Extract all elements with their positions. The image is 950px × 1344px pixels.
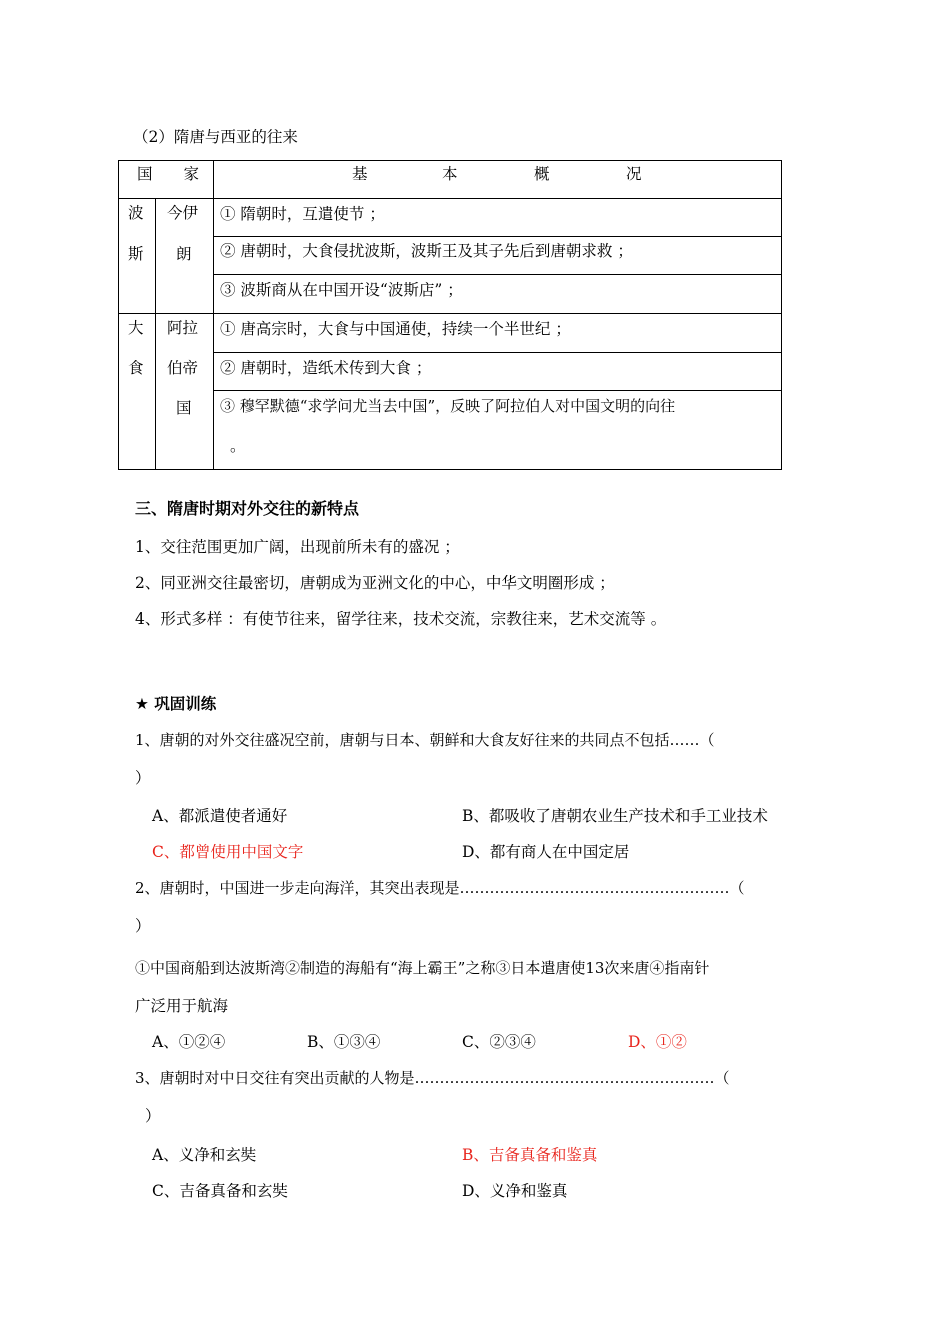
question-1-option: B、都吸收了唐朝农业生产技术和手工业技术	[462, 807, 768, 825]
overview-item: ① 唐高宗时，大食与中国通使，持续一个半世纪 ；	[220, 320, 571, 338]
modern-country-line: 朗	[176, 245, 192, 263]
country-char: 斯	[128, 245, 144, 263]
question-1-answer-option: C、都曾使用中国文字	[152, 843, 304, 861]
overview-item-continued: 。	[230, 437, 246, 455]
country-char: 食	[128, 359, 144, 377]
question-3-option: A、义净和玄奘	[152, 1146, 257, 1164]
question-2-option: B、①③④	[307, 1033, 381, 1051]
country-char: 大	[128, 319, 144, 337]
question-1-bracket: ）	[135, 769, 151, 787]
section-2-title: （2）隋唐与西亚的往来	[133, 128, 298, 146]
overview-item: ② 唐朝时，造纸术传到大食 ；	[220, 359, 432, 377]
feature-point: 4、形式多样 ：有使节往来，留学往来，技术交流，宗教往来，艺术交流等 。	[135, 610, 667, 628]
question-3-stem: 3、唐朝时对中日交往有突出贡献的人物是……………………………………………………（	[135, 1069, 730, 1087]
question-3-option: C、吉备真备和玄奘	[152, 1182, 288, 1200]
question-1-stem: 1、唐朝的对外交往盛况空前，唐朝与日本、朝鲜和大食友好往来的共同点不包括……（	[135, 731, 715, 749]
modern-country-line: 今伊	[167, 204, 199, 222]
question-2-statement-line: ①中国商船到达波斯湾②制造的海船有“海上霸王”之称③日本遣唐使13次来唐④指南针	[135, 959, 710, 977]
question-1-option: A、都派遣使者通好	[152, 807, 288, 825]
question-2-bracket: ）	[135, 917, 151, 935]
exercise-title: ★ 巩固训练	[135, 695, 217, 713]
question-2-statement-line: 广泛用于航海	[135, 997, 229, 1015]
question-2-answer-option: D、①②	[628, 1033, 687, 1051]
question-3-answer-option: B、吉备真备和鉴真	[462, 1146, 598, 1164]
header-overview-char: 本	[442, 165, 458, 183]
header-country: 国 家	[137, 165, 200, 183]
question-3-bracket: ）	[145, 1107, 161, 1125]
overview-item: ③ 穆罕默德“求学问尤当去中国”，反映了阿拉伯人对中国文明的向往	[220, 397, 676, 415]
question-2-option: A、①②④	[152, 1033, 226, 1051]
feature-point: 2、同亚洲交往最密切，唐朝成为亚洲文化的中心，中华文明圈形成 ；	[135, 574, 615, 592]
question-1-option: D、都有商人在中国定居	[462, 843, 630, 861]
modern-country-line: 阿拉	[167, 319, 199, 337]
header-overview-char: 概	[534, 165, 550, 183]
modern-country-line: 国	[176, 399, 192, 417]
country-char: 波	[128, 204, 144, 222]
west-asia-relations-table	[118, 160, 782, 470]
header-overview-char: 况	[626, 165, 642, 183]
question-2-stem: 2、唐朝时，中国进一步走向海洋，其突出表现是………………………………………………（	[135, 879, 745, 897]
overview-item: ③ 波斯商从在中国开设“波斯店” ；	[220, 281, 463, 299]
question-2-option: C、②③④	[462, 1033, 536, 1051]
overview-item: ② 唐朝时，大食侵扰波斯，波斯王及其子先后到唐朝求救 ；	[220, 242, 633, 260]
header-overview-char: 基	[352, 165, 368, 183]
section-3-title: 三、隋唐时期对外交往的新特点	[135, 499, 360, 518]
overview-item: ① 隋朝时，互遣使节 ；	[220, 205, 385, 223]
feature-point: 1、交往范围更加广阔，出现前所未有的盛况 ；	[135, 538, 460, 556]
question-3-option: D、义净和鉴真	[462, 1182, 568, 1200]
modern-country-line: 伯帝	[167, 359, 199, 377]
